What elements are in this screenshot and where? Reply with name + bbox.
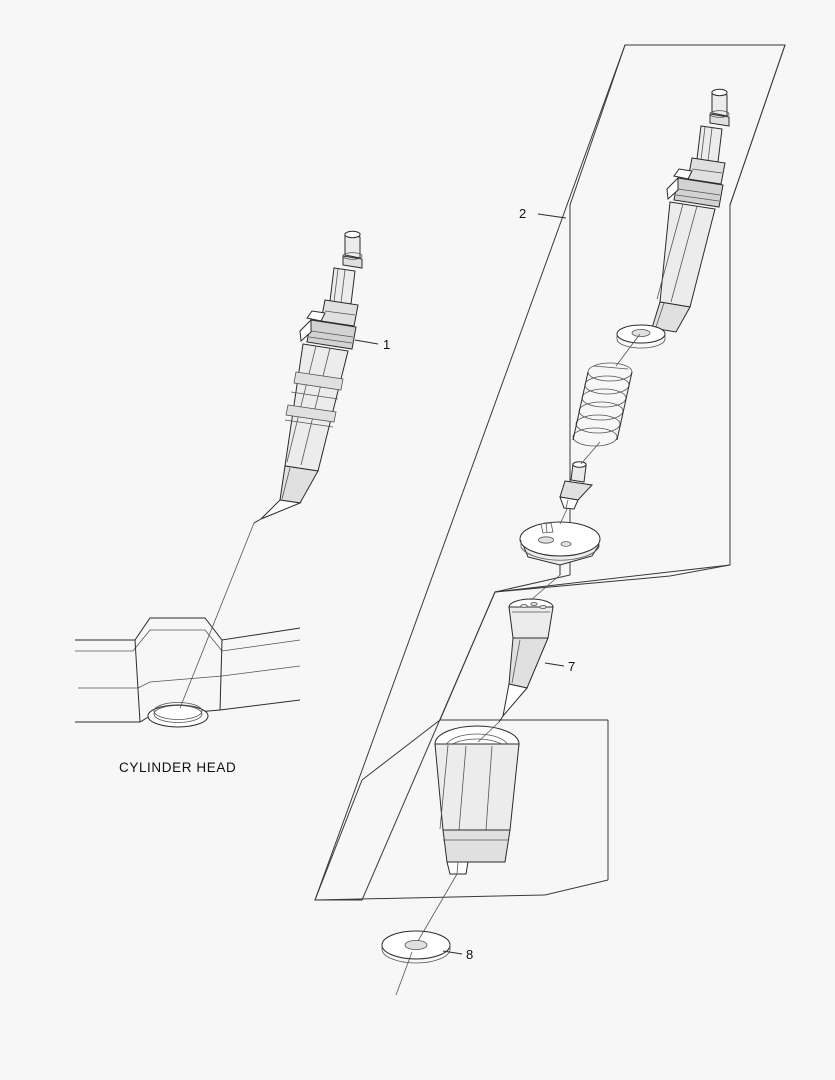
cylinder-head-label: CYLINDER HEAD	[119, 760, 237, 775]
callout-1	[355, 337, 390, 352]
callout-2-label: 2	[519, 206, 527, 221]
part-cylinder-head	[75, 618, 300, 775]
part-complete-injector-assembly	[254, 231, 362, 523]
callout-2	[519, 206, 566, 221]
part-spindle-pin	[560, 462, 592, 509]
part-injector-body-upper	[640, 89, 729, 334]
callout-8-label: 8	[466, 947, 474, 962]
callout-7	[545, 659, 575, 674]
part-spring-seat-shim	[617, 325, 665, 348]
callout-1-label: 1	[383, 337, 391, 352]
part-nozzle	[499, 599, 553, 722]
part-washer-seal	[382, 931, 450, 963]
part-nozzle-nut	[435, 726, 519, 874]
part-valve-body-spacer	[520, 522, 600, 575]
part-pressure-spring	[573, 363, 632, 446]
assembly-axis-left	[180, 523, 254, 708]
callout-7-label: 7	[568, 659, 576, 674]
